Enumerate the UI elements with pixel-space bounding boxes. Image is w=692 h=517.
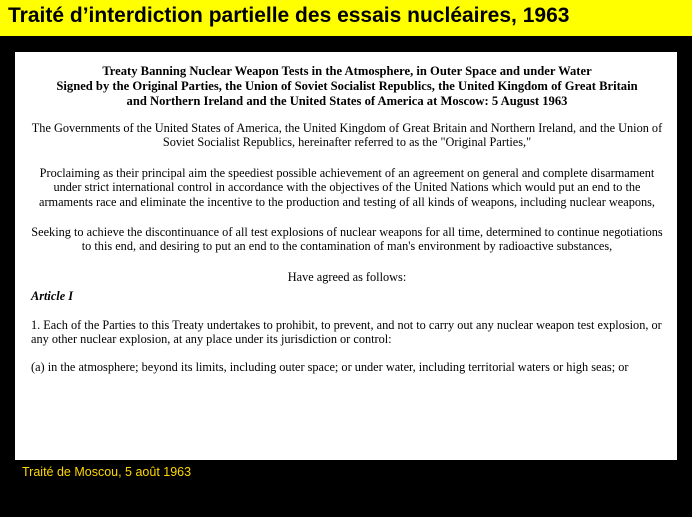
article-paragraph-1: 1. Each of the Parties to this Treaty undertakes to prohibit, to prevent, and not to carry out any nuclear weapon test explosion, or any other nuclear explosion, at any place under its jurisdiction or control: — [31, 317, 662, 347]
treaty-document — [15, 52, 677, 460]
preamble-governments: The Governments of the United States of America, the United Kingdom of Great Britain and Northern Ireland, and the Union of Soviet Socialist Republics, hereinafter referred to as the "Original Parties," — [31, 121, 663, 150]
slide-title: Traité d’interdiction partielle des essais nucléaires, 1963 — [8, 4, 570, 27]
preamble-proclaiming: Proclaiming as their principal aim the speediest possible achievement of an agreement on general and complete disarmament under strict international control in accordance with the objectives of the United Nations which would put an end to the armaments race and eliminate the incentive to the production and testing of all kinds of weapons, including nuclear weapons, — [38, 165, 656, 209]
article-paragraph-a: (a) in the atmosphere; beyond its limits, including outer space; or under water, including territorial waters or high seas; or — [31, 360, 629, 375]
heading-line-1: Treaty Banning Nuclear Weapon Tests in the Atmosphere, in Outer Space and under Water — [102, 64, 592, 78]
title-bar — [0, 0, 692, 36]
article-title: Article I — [31, 289, 74, 304]
preamble-seeking: Seeking to achieve the discontinuance of all test explosions of nuclear weapons for all time, determined to continue negotiations to this end, and desiring to put an end to the contamination of man's environment by radioactive substances, — [31, 225, 663, 254]
treaty-heading — [31, 64, 663, 109]
preamble-agreed: Have agreed as follows: — [287, 269, 407, 284]
heading-line-3: and Northern Ireland and the United States of America at Moscow: 5 August 1963 — [126, 94, 568, 108]
heading-line-2: Signed by the Original Parties, the Union of Soviet Socialist Republics, the United Kingdom of Great Britain — [56, 79, 638, 93]
slide-caption: Traité de Moscou, 5 août 1963 — [22, 465, 192, 479]
